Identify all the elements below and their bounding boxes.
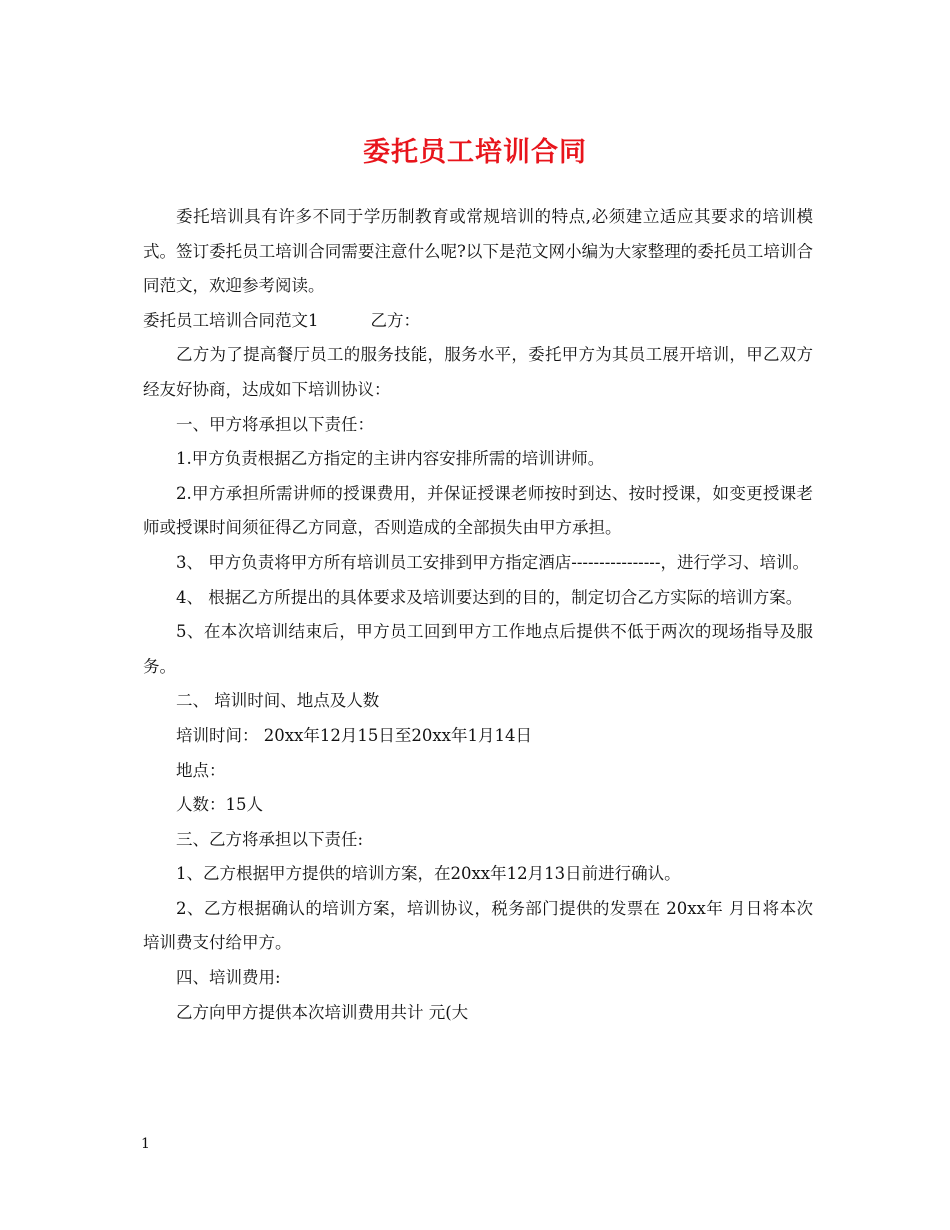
sample-heading-text: 委托员工培训合同范文1 [143,310,319,330]
section-heading-party-b: 三、乙方将承担以下责任: [176,829,364,849]
clause-a-1: 1.甲方负责根据乙方指定的主讲内容安排所需的培训讲师。 [176,449,605,469]
training-time: 培训时间： 20xx年12月15日至20xx年1月14日 [176,725,532,745]
paragraph-sample-heading [143,304,813,339]
document-body [143,200,813,1030]
training-location: 地点： [176,760,226,780]
clause-a-4: 4、 根据乙方所提出的具体要求及培训要达到的目的，制定切合乙方实际的培训方案。 [176,587,803,607]
party-b-label: 乙方： [370,310,420,330]
training-headcount: 人数：15人 [176,795,263,815]
clause-b-2: 2、乙方根据确认的培训方案，培训协议，税务部门提供的发票在 20xx年 月日将本次培训费支付给甲方。 [143,898,813,953]
clause-b-1: 1、乙方根据甲方提供的培训方案，在20xx年12月13日前进行确认。 [176,864,681,884]
clause-a-5: 5、在本次培训结束后，甲方员工回到甲方工作地点后提供不低于两次的现场指导及服务。 [143,622,813,676]
page-number: 1 [141,1136,150,1152]
document-title: 委托员工培训合同 [363,137,587,168]
clause-a-2: 2.甲方承担所需讲师的授课费用，并保证授课老师按时到达、按时授课，如变更授课老师或授课时间须征得乙方同意，否则造成的全部损失由甲方承担。 [143,483,813,538]
section-heading-party-a: 一、甲方将承担以下责任： [176,414,374,434]
clause-a-3: 3、 甲方负责将甲方所有培训员工安排到甲方指定酒店----------------，进行学习、培训。 [176,552,809,572]
section-heading-time-place: 二、 培训时间、地点及人数 [176,691,380,711]
section-heading-fees: 四、培训费用: [176,968,281,988]
paragraph-purpose: 乙方为了提高餐厅员工的服务技能，服务水平，委托甲方为其员工展开培训，甲乙双方经友好协商，达成如下培训协议： [143,345,813,399]
fees-text: 乙方向甲方提供本次培训费用共计 元(大 [176,1002,469,1022]
paragraph-intro: 委托培训具有许多不同于学历制教育或常规培训的特点,必须建立适应其要求的培训模式。签订委托员工培训合同需要注意什么呢?以下是范文网小编为大家整理的委托员工培训合同范文，欢迎参考阅读。 [143,207,813,296]
